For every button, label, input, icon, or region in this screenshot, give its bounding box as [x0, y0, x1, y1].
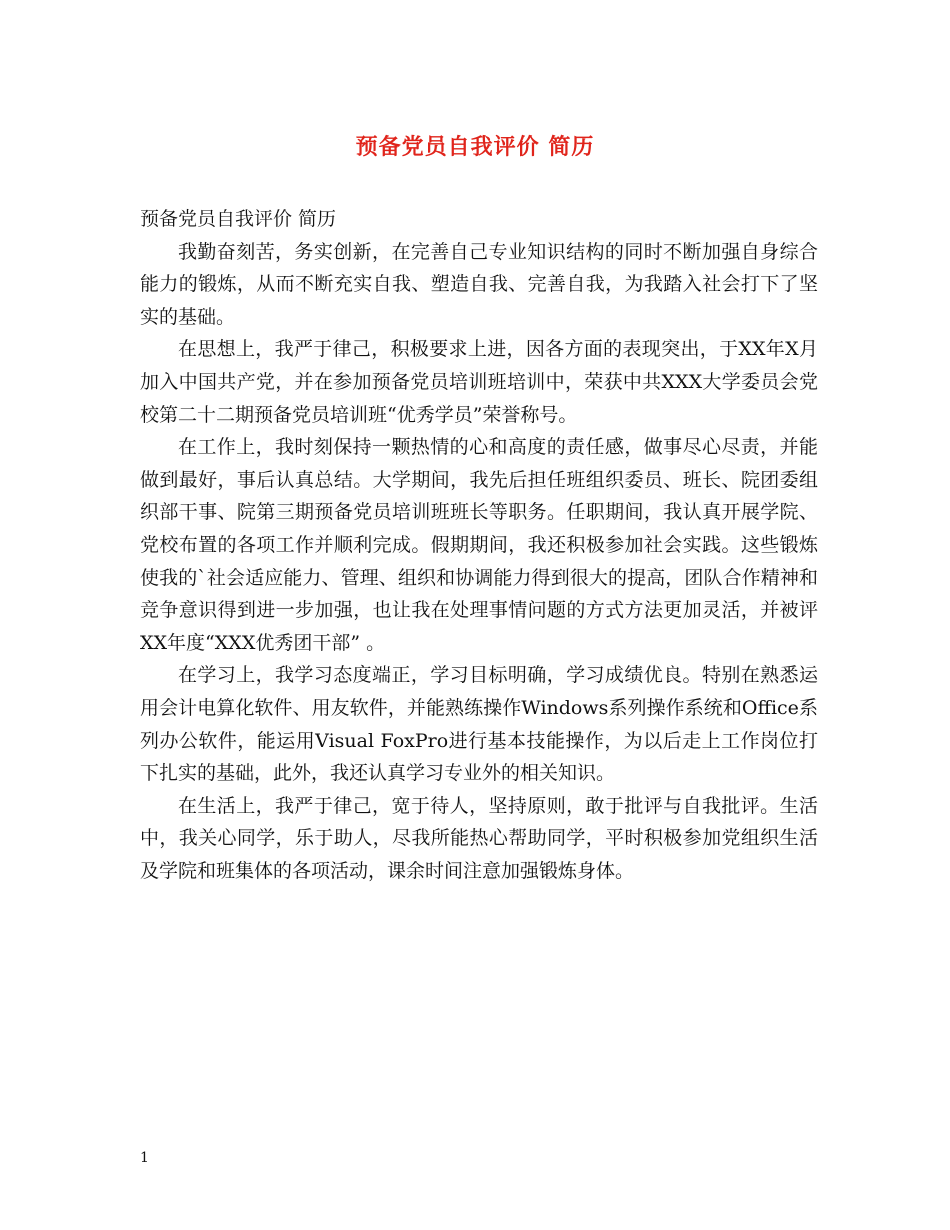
page-number: 1 — [140, 1150, 149, 1166]
paragraph-intro: 我勤奋刻苦，务实创新，在完善自己专业知识结构的同时不断加强自身综合能力的锻炼，从而不断充实自我、塑造自我、完善自我，为我踏入社会打下了坚实的基础。 — [140, 240, 818, 328]
paragraph-work: 在工作上，我时刻保持一颗热情的心和高度的责任感，做事尽心尽责，并能做到最好，事后认真总结。大学期间，我先后担任班组织委员、班长、院团委组织部干事、院第三期预备党员培训班班长等职务。任职期间，我认真开展学院、党校布置的各项工作并顺利完成。假期期间，我还积极参加社会实践。这些锻炼使我的`社会适应能力、管理、组织和协调能力得到很大的提高，团队合作精神和竞争意识得到进一步加强，也让我在处理事情问题的方式方法更加灵活，并被评XX年度“XXX优秀团干部” 。 — [140, 436, 818, 654]
document-body — [140, 203, 818, 887]
paragraph-life: 在生活上，我严于律己，宽于待人，坚持原则，敢于批评与自我批评。生活中，我关心同学，乐于助人，尽我所能热心帮助同学，平时积极参加党组织生活及学院和班集体的各项活动，课余时间注意加强锻炼身体。 — [140, 794, 818, 882]
document-title: 预备党员自我评价 简历 — [355, 134, 595, 160]
document-subtitle: 预备党员自我评价 简历 — [140, 208, 337, 230]
paragraph-thought: 在思想上，我严于律己，积极要求上进，因各方面的表现突出，于XX年X月加入中国共产党，并在参加预备党员培训班培训中，荣获中共XXX大学委员会党校第二十二期预备党员培训班“优秀学员”荣誉称号。 — [140, 338, 818, 426]
paragraph-study: 在学习上，我学习态度端正，学习目标明确，学习成绩优良。特别在熟悉运用会计电算化软件、用友软件，并能熟练操作Windows系列操作系统和Office系列办公软件，能运用Visual FoxPro进行基本技能操作，为以后走上工作岗位打下扎实的基础，此外，我还认真学习专业外的相关知识。 — [140, 664, 818, 785]
